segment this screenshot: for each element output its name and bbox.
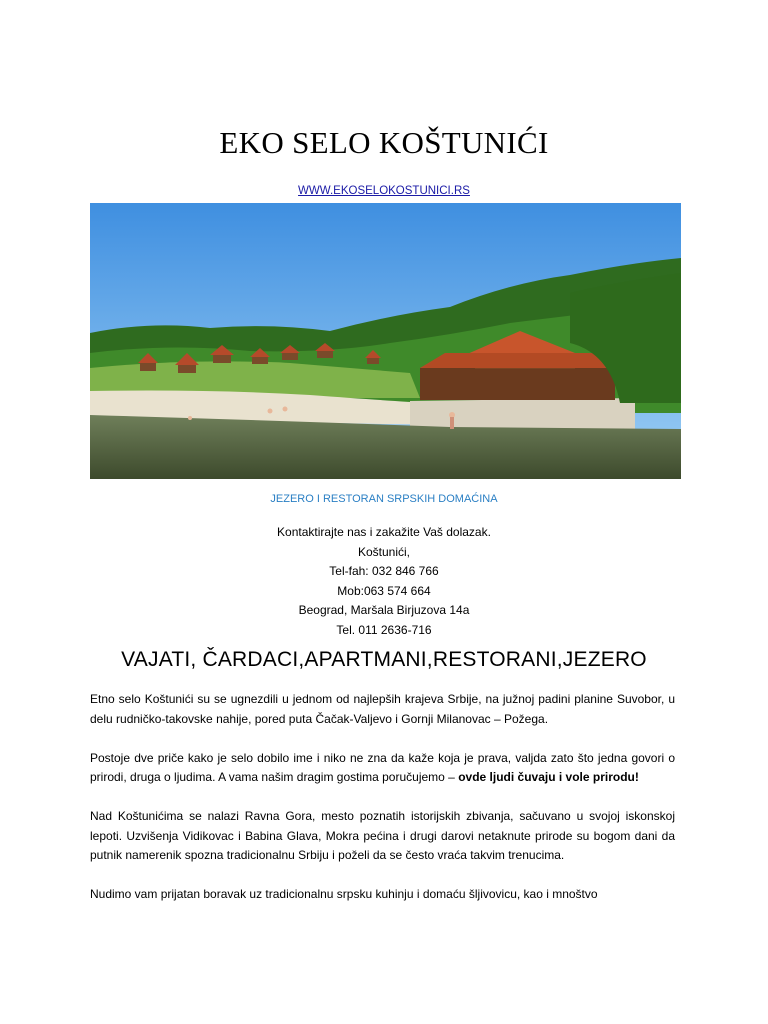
section-heading: VAJATI, ČARDACI,APARTMANI,RESTORANI,JEZERO xyxy=(121,648,647,671)
contact-block xyxy=(0,523,768,640)
contact-line: Tel-fah: 032 846 766 xyxy=(329,564,439,578)
contact-line: Koštunići, xyxy=(357,544,411,559)
paragraph: Etno selo Koštunići su se ugnezdili u jednom od najlepših krajeva Srbije, na južnoj padini planine Suvobor, u delu rudničko-takovske nahije, pored puta Čačak-Valjevo i Gornji Milanovac – Požega. xyxy=(90,692,675,726)
contact-line: Beograd, Maršala Birjuzova 14a xyxy=(298,603,470,617)
paragraph-text: Postoje dve priče kako je selo dobilo ime i niko ne zna da kaže koja je prava, valjda zato što jedna govori o prirodi, druga o ljudima. A vama našim dragim gostima poručujemo – xyxy=(90,750,675,784)
paragraph: Nad Koštunićima se nalazi Ravna Gora, mesto poznatih istorijskih zbivanja, sačuvano u svojoj iskonskoj lepoti. Uzvišenja Vidikovac i Babina Glava, Mokra pećina i drugi darovi netaknute prirode su bogom dani da putnik namerenik spozna tradicionalnu Srbiju i poželi da se često vraća takvim trenucima. xyxy=(90,809,675,862)
lake-restaurant-photo xyxy=(90,203,681,479)
body-text xyxy=(90,690,675,924)
document-title: EKO SELO KOŠTUNIĆI xyxy=(219,125,549,160)
contact-line: Tel. 011 2636-716 xyxy=(336,622,432,637)
paragraph: Nudimo vam prijatan boravak uz tradicionalnu srpsku kuhinju i domaću šljivovicu, kao i mnoštvo xyxy=(90,887,598,901)
website-link[interactable]: WWW.EKOSELOKOSTUNICI.RS xyxy=(298,185,470,197)
contact-line: Kontaktirajte nas i zakažite Vaš dolazak. xyxy=(277,525,491,539)
paragraph xyxy=(90,749,675,788)
paragraph-bold-text: ovde ljudi čuvaju i vole prirodu! xyxy=(458,770,639,784)
photo-caption: JEZERO I RESTORAN SRPSKIH DOMAĆINA xyxy=(270,493,498,505)
contact-line: Mob:063 574 664 xyxy=(337,583,431,598)
